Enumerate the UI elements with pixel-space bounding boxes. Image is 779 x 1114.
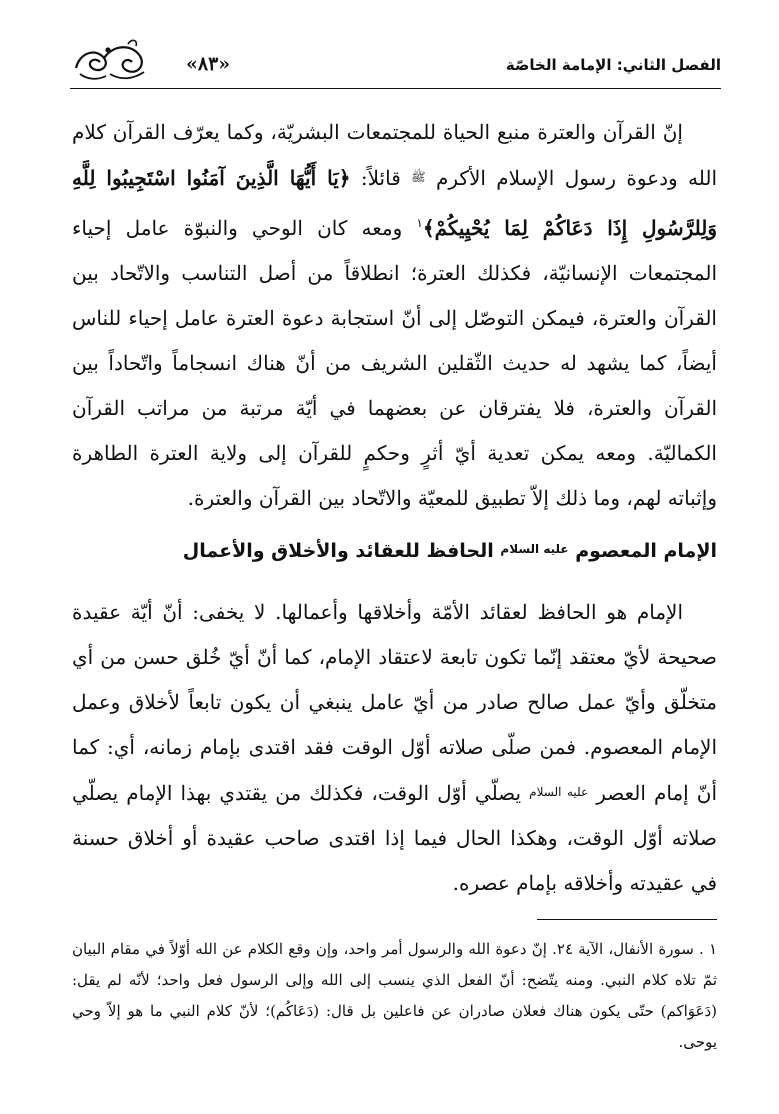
paragraph-1 [72, 110, 717, 521]
ornament-icon [70, 38, 150, 84]
page-number: «٨٣» [186, 53, 231, 75]
footnote-number: ١ [708, 940, 717, 958]
footnote-ref: ١ [416, 216, 423, 230]
paragraph-2 [72, 590, 717, 906]
footnote-text: . سورة الأنفال، الآية ٢٤. إنّ دعوة الله والرسول أمر واحد، وإن وقع الكلام عن الله أوّلاً في مقام البيان ثمّ تلاه كلام النبي. ومنه يتّضح: أنّ الفعل الذي ينسب إلى الله وإلى الرسول فعل واحد؛ لأنّه لم يقل: (دَعَوَاكم) حتّى يكون هناك فعلان صادران عن فاعلين بل قال: (دَعَاكُم)؛ لأنّ كلام النبي ما هو إلاّ وحي يوحى. [72, 940, 717, 1051]
paragraph-1-text: إنّ القرآن والعترة منبع الحياة للمجتمعات البشريّة، وكما يعرّف القرآن كلام الله ودعوة رسول الإسلام الأكرم $^ﷺ$ قائلاً: ﴿يَا أَيُّهَا الَّذِينَ آمَنُوا اسْتَجِيبُوا لِلَّهِ وَلِلرَّسُولِ إِذَا دَعَاكُمْ لِمَا يُحْيِيكُمْ﴾$^١$ ومعه كان الوحي والنبوّة عامل إحياء المجتمعات الإنسانيّة، فكذلك العترة؛ انطلاقاً من أصل التناسب والاتّحاد بين القرآن والعترة، فيمكن التوصّل إلى أنّ استجابة دعوة العترة عامل إحياء للناس أيضاً، كما يشهد له حديث الثّقلين الشريف من أنّ هناك انسجاماً واتّحاداً بين القرآن والعترة، فلا يفترقان عن بعضهما في أيّة مرتبة من مراتب القرآن الكماليّة. ومعه يمكن تعدية أيّ أثرٍ وحكمٍ للقرآن إلى ولاية العترة الطاهرة وإثباته لهم، وما ذلك إلاّ تطبيق للمعيّة والاتّحاد بين القرآن والعترة. [72, 120, 718, 510]
honorific-imam: عليه السلام [500, 542, 569, 556]
honorific-imam-asr: عليه السلام [529, 785, 589, 799]
footnote [72, 934, 717, 1058]
paragraph-2-text: الإمام هو الحافظ لعقائد الأمّة وأخلاقها وأعمالها. لا يخفى: أنّ أيّة عقيدة صحيحة لأيّ معتقد إنّما تكون تابعة لاعتقاد الإمام، كما أنّ أيّ خُلق حسن من أي متخلّق وأيّ عمل صالح صادر من أيّ عامل ينبغي أن يكون تابعاً لأخلاق وعمل الإمام المعصوم. فمن صلّى صلاته أوّل الوقت فقد اقتدى بإمام زمانه، أي: كما أنّ إمام العصر $^{عليه السلام}$ يصلّي أوّل الوقت، فكذلك من يقتدي بهذا الإمام يصلّي صلاته أوّل الوقت، وهكذا الحال فيما إذا اقتدى صاحب عقيدة أو أخلاق حسنة في عقيدته وأخلاقه بإمام عصره. [72, 600, 718, 895]
honorific-prophet: ﷺ [411, 170, 426, 184]
footnote-divider [537, 919, 717, 920]
section-heading: الإمام المعصوم $^{عليه السلام}$ الحافظ للعقائد والأخلاق والأعمال [182, 540, 717, 562]
quran-verse: ﴿يَا أَيُّهَا الَّذِينَ آمَنُوا اسْتَجِيبُوا لِلَّهِ وَلِلرَّسُولِ إِذَا دَعَاكُمْ لِمَا يُحْيِيكُمْ﴾ [72, 166, 717, 240]
page-header [70, 38, 721, 89]
chapter-title: الفصل الثاني: الإمامة الخاصّة [505, 56, 721, 74]
